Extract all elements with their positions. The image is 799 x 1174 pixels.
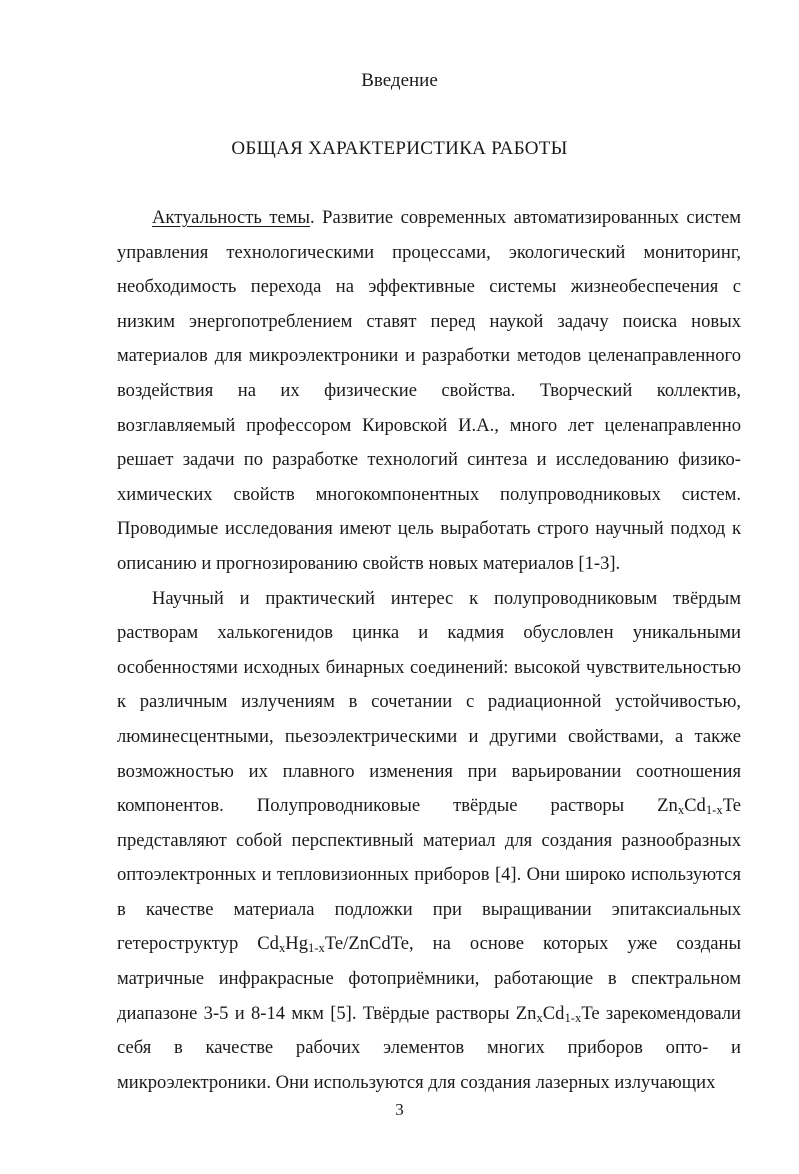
paragraph-interest (117, 582, 741, 1101)
formula-znxcd1xte-2: $Zn_xCd_{1-x}Te$ (515, 1002, 600, 1025)
formula-znxcd1xte: $Zn_xCd_{1-x}Te$ (657, 795, 741, 818)
interest-text-b: представляют собой перспективный материал для создания разнообразных оптоэлектронных и тепловизионных приборов [4]. Они широко используются в качестве материала подложки при выращивании эпитаксиальных гетероструктур (117, 829, 741, 955)
intro-heading: Введение (361, 70, 438, 91)
relevance-text: . Развитие современных автоматизированных систем управления технологическими процессами, экологический мониторинг, необходимость перехода на эффективные системы жизнеобеспечения с низким энергопотреблением ставят перед наукой задачу поиска новых материалов для микроэлектроники и разработки методов целенаправленного воздействия на их физические свойства. Творческий коллектив, возглавляемый профессором Кировской И.А., много лет целенаправленно решает задачи по разработке технологий синтеза и исследованию физико-химических свойств многокомпонентных полупроводниковых систем. Проводимые исследования имеют цель выработать строго научный подход к описанию и прогнозированию свойств новых материалов [1-3]. (117, 207, 741, 574)
page-number: 3 (395, 1100, 404, 1119)
body-text (117, 201, 741, 1100)
paragraph-relevance (117, 201, 741, 582)
section-title: ОБЩАЯ ХАРАКТЕРИСТИКА РАБОТЫ (231, 138, 568, 159)
interest-text-d: зарекомендовали себя в качестве рабочих элементов многих приборов опто- и микроэлектроники. Они используются для создания лазерных излучающих (117, 1002, 742, 1093)
relevance-lead: Актуальность темы (152, 207, 311, 228)
formula-cdxhg1xte: $Cd_xHg_{1-x}Te$/ZnCdTe (257, 933, 410, 956)
interest-text-c: , на основе которых уже созданы матричные инфракрасные фотоприёмники, работающие в спектральном диапазоне 3-5 и 8-14 мкм [5]. Твёрдые растворы (117, 933, 742, 1024)
interest-text-a: Научный и практический интерес к полупроводниковым твёрдым растворам халькогенидов цинка и кадмия обусловлен уникальными особенностями исходных бинарных соединений: высокой чувствительностью к различным излучениям в сочетании с радиационной устойчивостью, люминесцентными, пьезоэлектрическими и другими свойствами, а также возможностью их плавного изменения при варьировании соотношения компонентов. Полупроводниковые твёрдые растворы (117, 587, 741, 817)
